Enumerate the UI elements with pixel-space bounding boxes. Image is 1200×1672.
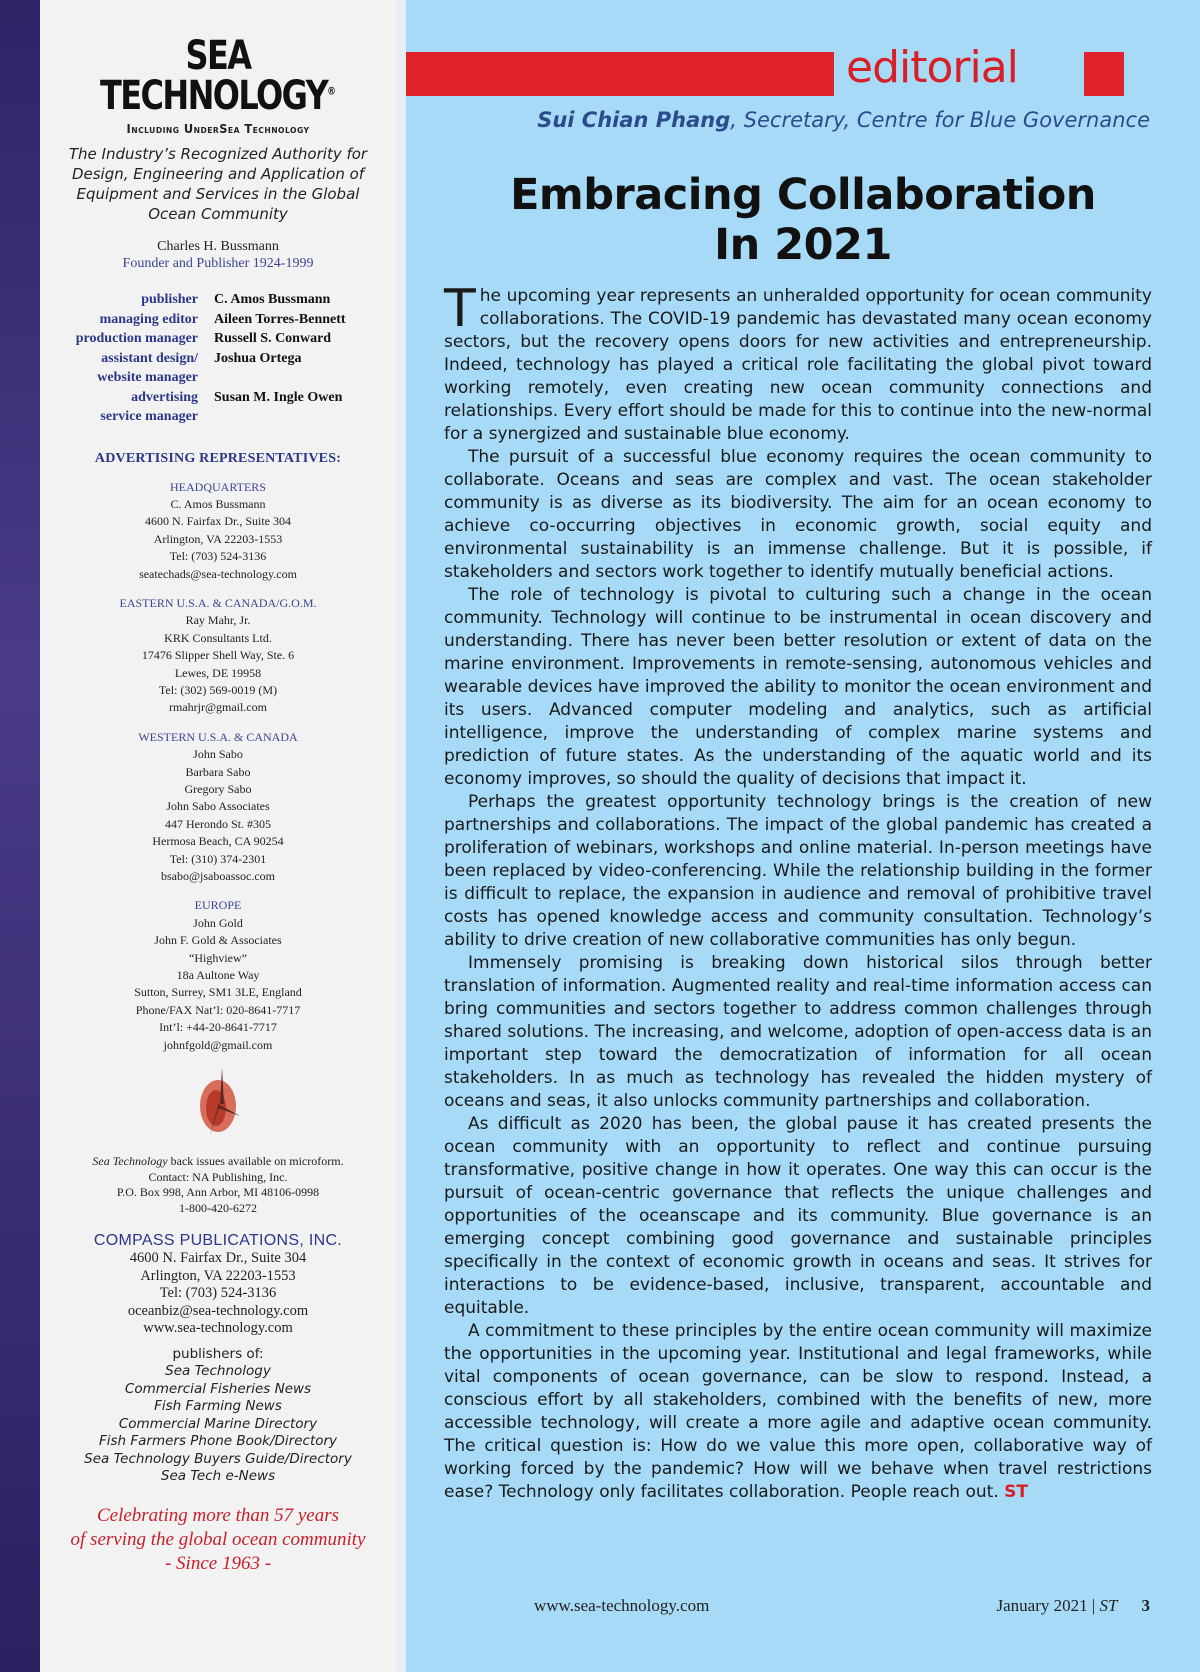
page-number: 3	[1141, 1596, 1150, 1615]
rep-region: EASTERN U.S.A. & CANADA/G.O.M.	[119, 595, 317, 610]
staff-name: Susan M. Ingle Owen	[214, 389, 343, 405]
footer-website[interactable]: www.sea-technology.com	[534, 1596, 710, 1615]
publications-list: publishers of: Sea Technology Commercial Fisheries News Fish Farming News Commercial Marine Directory Fish Farmers Phone Book/Directory Sea Technology Buyers Guide/Directory Sea Tech e-News	[40, 1346, 396, 1486]
staff-role: production manager	[75, 331, 198, 346]
staff-name: Russell S. Conward	[214, 331, 332, 346]
rep-line: Lewes, DE 19958	[174, 665, 262, 680]
article-paragraph: The upcoming year represents an unheralded opportunity for ocean community collaborations. The COVID-19 pandemic has devastated many ocean economy sectors, but the recovery opens doors for new activities and entrepreneurship. Indeed, technology has played a critical role facilitating the global pivot toward working remotely, even creating new ocean community connections and relationships. Every effort should be made for this to continue into the new-normal for a synergized and sustainable blue economy.	[444, 279, 1152, 444]
staff-role: publisher	[141, 292, 198, 307]
advertising-heading: ADVERTISING REPRESENTATIVES:	[94, 450, 342, 466]
gutter	[396, 0, 406, 1672]
drop-cap: T	[444, 279, 476, 339]
celebration-line: - Since 1963 -	[164, 1552, 272, 1574]
staff-role: advertising	[131, 389, 198, 405]
article-paragraph: The role of technology is pivotal to culturing such a change in the ocean community. Technology will continue to be instrumental in ocean discovery and understanding. There has never been better resolution or extent of data on the marine environment. Improvements in remote-sensing, autonomous vehicles and wearable devices have improved the ability to monitor the ocean environment and its users. Advanced computer modeling and analytics, such as artificial intelligence, improve the understanding of complex marine systems and prediction of future states. As the understanding of the aquatic world and its economy improves, so should the quality of decisions that impact it.	[444, 585, 1152, 789]
staff-name: Joshua Ortega	[214, 350, 302, 366]
rep-line: 17476 Slipper Shell Way, Ste. 6	[141, 648, 295, 663]
end-mark: ST	[1004, 1482, 1028, 1502]
staff-role: website manager	[97, 370, 198, 385]
compass-line: 4600 N. Fairfax Dr., Suite 304	[129, 1250, 307, 1267]
article-paragraph: Perhaps the greatest opportunity technology brings is the creation of new partnerships and collaborations. The impact of the global pandemic has created a proliferation of webinars, workshops and online material. In-person meetings have been replaced by video-conferencing. While the relationship building in the former is difficult to replace, the expansion in audience and removal of prohibitive travel costs has opened knowledge access and community consultation. Technology’s ability to drive creation of new collaborative communities has only begun.	[444, 792, 1152, 950]
staff-role: service manager	[100, 409, 198, 424]
rep-line: John Gold	[193, 915, 243, 930]
rep-line: Tel: (703) 524-3136	[169, 549, 267, 564]
rep-line: C. Amos Bussmann	[170, 496, 266, 511]
rep-line: rmahrjr@gmail.com	[168, 700, 268, 715]
rep-region: HEADQUARTERS	[170, 479, 266, 494]
rep-region: WESTERN U.S.A. & CANADA	[138, 729, 298, 744]
publication-title: Sea Technology Buyers Guide/Directory	[84, 1450, 352, 1467]
section-red-bar	[406, 52, 834, 96]
rep-line: KRK Consultants Ltd.	[164, 630, 272, 645]
microform-line: Contact: NA Publishing, Inc.	[148, 1169, 288, 1184]
page-footer	[406, 1596, 1200, 1620]
rep-line: Sutton, Surrey, SM1 3LE, England	[134, 985, 302, 1000]
rep-line: Ray Mahr, Jr.	[185, 613, 251, 628]
footer-issue: January 2021 | ST 3	[996, 1596, 1150, 1615]
article-body	[444, 279, 1152, 1504]
article-paragraph: Immensely promising is breaking down historical silos through better translation of information. Augmented reality and real-time information access can bring communities and sectors together to address common challenges through shared solutions. The increasing, and welcome, adoption of open-access data is an important step toward the democratization of information for all ocean stakeholders. In as much as technology has revealed the hidden mystery of oceans and seas, it also unlocks community partnerships and collaboration.	[444, 953, 1152, 1111]
staff-listing	[40, 290, 396, 427]
rep-line: johnfgold@gmail.com	[163, 1037, 273, 1052]
staff-roles	[40, 290, 214, 427]
rep-line: Int’l: +44-20-8641-7717	[159, 1020, 277, 1035]
rep-block	[40, 897, 396, 1054]
compass-contact	[40, 1250, 396, 1338]
rep-line: John Sabo	[193, 747, 243, 762]
compass-line: Arlington, VA 22203-1553	[140, 1267, 296, 1284]
rep-line: 4600 N. Fairfax Dr., Suite 304	[145, 514, 291, 529]
rep-line: Arlington, VA 22203-1553	[153, 531, 283, 546]
celebration-line: of serving the global ocean community	[70, 1528, 366, 1550]
staff-name	[214, 407, 346, 427]
rep-line: Tel: (302) 569-0019 (M)	[158, 682, 278, 697]
article-paragraph: A commitment to these principles by the entire ocean community will maximize the opportunities in the upcoming year. Institutional and legal frameworks, while vital components of ocean governance, can be slow to respond. Instead, a conscious effort by all stakeholders, combined with the benefits of new, more accessible technology, will create a more agile and adaptive ocean community. The critical question is: How do we value this more open, collaborative way of working forced by the pandemic? How will we behave when travel restrictions ease? Technology only facilitates collaboration. People reach out. ST	[444, 1321, 1152, 1502]
microform-line: P.O. Box 998, Ann Arbor, MI 48106-0998	[116, 1185, 320, 1200]
publication-title: Sea Technology	[165, 1363, 271, 1380]
compass-line: Tel: (703) 524-3136	[159, 1285, 277, 1302]
decorative-edge-strip	[0, 0, 40, 1672]
founder-block	[40, 238, 396, 272]
publication-title: Sea Tech e-News	[160, 1468, 276, 1485]
rep-line: 447 Herondo St. #305	[165, 816, 271, 831]
compass-line: www.sea-technology.com	[143, 1320, 293, 1337]
rep-line: John Sabo Associates	[166, 799, 270, 814]
staff-name: Aileen Torres-Bennett	[214, 311, 346, 327]
section-red-square	[1084, 52, 1124, 96]
compass-publications-name: COMPASS PUBLICATIONS, INC.	[93, 1232, 343, 1250]
staff-role: assistant design/	[101, 350, 198, 366]
staff-name	[214, 368, 346, 388]
compass-line: oceanbiz@sea-technology.com	[127, 1302, 309, 1319]
sea-technology-logo: SEA TECHNOLOGY®	[100, 33, 336, 119]
rep-line: Phone/FAX Nat’l: 020-8641-7717	[135, 1002, 301, 1017]
rep-block	[40, 479, 396, 583]
rep-line: John F. Gold & Associates	[154, 933, 282, 948]
rep-line: 18a Aultone Way	[176, 968, 260, 983]
rep-line: Barbara Sabo	[185, 764, 251, 779]
author-byline	[537, 108, 1150, 132]
publication-title: Commercial Marine Directory	[118, 1415, 318, 1432]
rep-block	[40, 595, 396, 717]
author-title: , Secretary, Centre for Blue Governance	[730, 108, 1150, 132]
rep-line: bsabo@jsaboassoc.com	[160, 869, 276, 884]
editorial-article	[406, 0, 1200, 1672]
founder-role: Founder and Publisher 1924-1999	[122, 256, 314, 271]
rep-line: Gregory Sabo	[184, 782, 252, 796]
celebration-slogan	[40, 1504, 396, 1576]
advertising-representatives	[40, 479, 396, 1055]
article-headline: Embracing Collaboration In 2021	[510, 170, 1096, 270]
publication-title: Commercial Fisheries News	[124, 1380, 312, 1397]
publication-title: Fish Farming News	[154, 1398, 282, 1415]
publication-title: Fish Farmers Phone Book/Directory	[98, 1433, 338, 1450]
rep-line: “Highview”	[189, 950, 247, 965]
microform-line: 1-800-420-6272	[179, 1200, 257, 1215]
staff-name: C. Amos Bussmann	[214, 292, 331, 307]
author-name: Sui Chian Phang	[537, 108, 731, 132]
masthead-tagline: The Industry’s Recognized Authority for Design, Engineering and Application of Equipment and Services in the Global Ocean Community	[68, 145, 368, 223]
section-label: editorial	[846, 42, 1018, 93]
rep-line: Hermosa Beach, CA 90254	[152, 834, 284, 849]
microform-notice: Sea Technology back issues available on microform. Contact: NA Publishing, Inc. P.O. Box 998, Ann Arbor, MI 48106-0998 1-800-420-6272	[40, 1154, 396, 1216]
rep-block	[40, 729, 396, 886]
rep-region: EUROPE	[194, 898, 242, 913]
staff-role: managing editor	[99, 311, 198, 327]
founder-name: Charles H. Bussmann	[157, 239, 279, 254]
compass-rose-icon	[188, 1064, 248, 1140]
rep-line: seatechads@sea-technology.com	[139, 566, 297, 581]
article-paragraph: The pursuit of a successful blue economy requires the ocean community to collaborate. Oceans and seas are complex and vast. The ocean stakeholder community is as diverse as its biodiversity. The aim for an ocean economy to achieve co-occurring objectives in economic growth, social equity and environmental sustainability is an immense challenge. But it is possible, if stakeholders and sectors work together to identify mutually beneficial actions.	[444, 447, 1152, 582]
masthead-sidebar	[40, 0, 396, 1672]
staff-names	[214, 290, 346, 427]
celebration-line: Celebrating more than 57 years	[96, 1504, 340, 1526]
rep-line: Tel: (310) 374-2301	[169, 851, 267, 866]
article-paragraph: As difficult as 2020 has been, the global pause it has created presents the ocean community with an opportunity to reflect and continue pursuing transformative, positive change in how it operates. One way this can occur is the pursuit of ocean-centric governance that reflects the unique challenges and opportunities of the oceanscape and its community. Blue governance is an emerging concept combining good governance and sustainable principles specifically in the context of economic growth in oceans and seas. It strives for interactions to be evidence-based, inclusive, transparent, accountable and equitable.	[444, 1114, 1152, 1318]
including-undersea-line: Including UnderSea Technology	[126, 122, 310, 136]
